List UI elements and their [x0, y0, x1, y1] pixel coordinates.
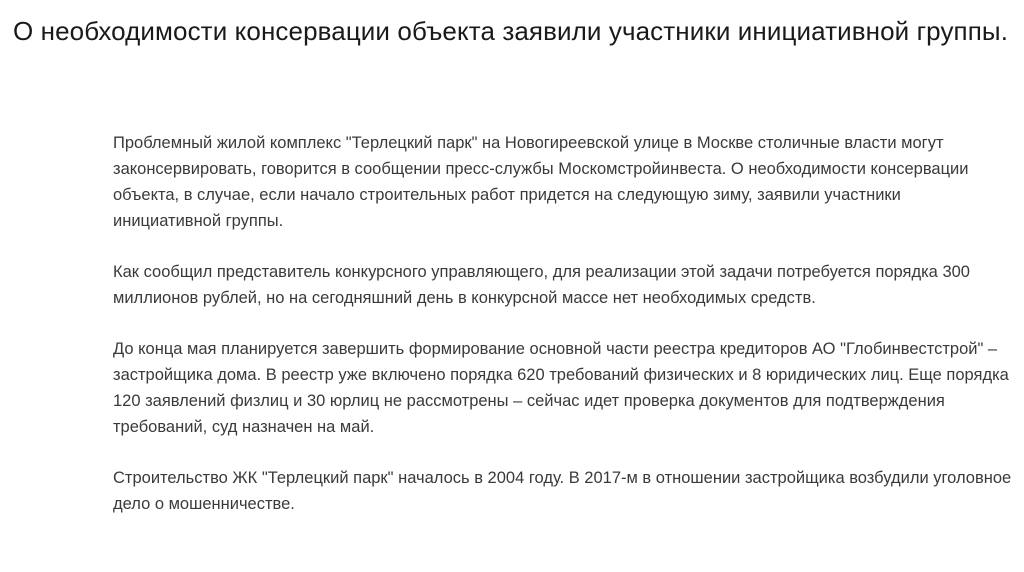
- article-body: [113, 130, 1013, 542]
- article-paragraph: Как сообщил представитель конкурсного управляющего, для реализации этой задачи потребуется порядка 300 миллионов рублей, но на сегодняшний день в конкурсной массе нет необходимых средств.: [113, 263, 970, 307]
- article-paragraph: До конца мая планируется завершить формирование основной части реестра кредиторов АО "Глобинвестстрой" – застройщика дома. В реестр уже включено порядка 620 требований физических и 8 юридических лиц. Еще порядка 120 заявлений физлиц и 30 юрлиц не рассмотрены – сейчас идет проверка документов для подтверждения требований, суд назначен на май.: [113, 340, 1009, 436]
- article-paragraph: Проблемный жилой комплекс "Терлецкий парк" на Новогиреевской улице в Москве столичные власти могут законсервировать, говорится в сообщении пресс-службы Москомстройинвеста. О необходимости консервации объекта, в случае, если начало строительных работ придется на следующую зиму, заявили участники инициативной группы.: [113, 134, 969, 230]
- article-headline: О необходимости консервации объекта заявили участники инициативной группы.: [13, 16, 1009, 46]
- article-paragraph: Строительство ЖК "Терлецкий парк" началось в 2004 году. В 2017-м в отношении застройщика возбудили уголовное дело о мошенничестве.: [113, 469, 1012, 513]
